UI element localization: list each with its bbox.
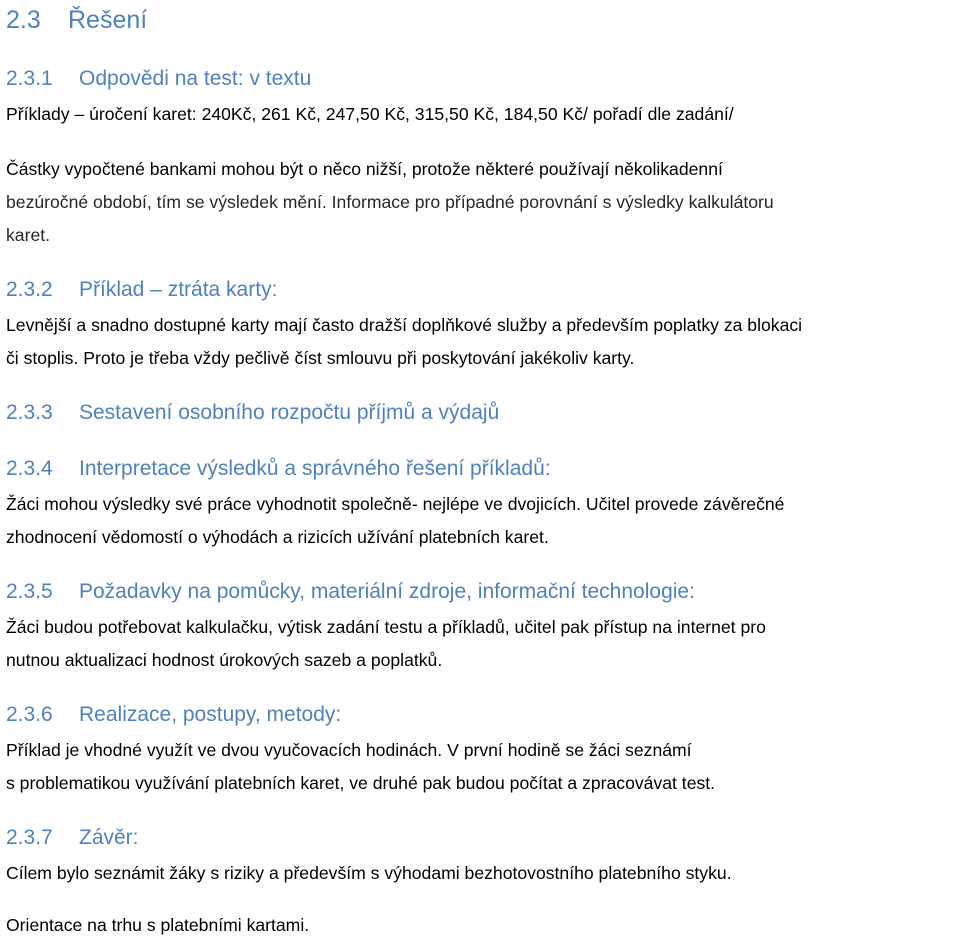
subsection-title: Požadavky na pomůcky, materiální zdroje, informační technologie: xyxy=(79,580,695,603)
paragraph-line: zhodnocení vědomostí o výhodách a rizicích užívání platebních karet. xyxy=(6,527,549,547)
subsection-heading-2-3-4 xyxy=(6,457,551,481)
paragraph-line: bezúročné období, tím se výsledek mění. Informace pro případné porovnání s výsledky kalkulátoru xyxy=(6,192,774,212)
paragraph-line: Příklady – úročení karet: 240Kč, 261 Kč, 247,50 Kč, 315,50 Kč, 184,50 Kč/ pořadí dle zadání/ xyxy=(6,104,734,124)
subsection-heading-2-3-6 xyxy=(6,703,341,727)
section-number: 2.3 xyxy=(6,6,41,34)
subsection-title: Sestavení osobního rozpočtu příjmů a výdajů xyxy=(79,401,500,424)
subsection-number: 2.3.1 xyxy=(6,67,53,90)
paragraph-line: či stoplis. Proto je třeba vždy pečlivě číst smlouvu při poskytování jakékoliv karty. xyxy=(6,348,635,368)
subsection-number: 2.3.5 xyxy=(6,580,53,603)
paragraph-line: karet. xyxy=(6,225,51,245)
subsection-title: Odpovědi na test: v textu xyxy=(79,67,312,90)
subsection-heading-2-3-5 xyxy=(6,580,695,604)
paragraph-line: Žáci mohou výsledky své práce vyhodnotit společně- nejlépe ve dvojicích. Učitel provede závěrečné xyxy=(6,494,785,514)
subsection-heading-2-3-7 xyxy=(6,826,139,850)
subsection-number: 2.3.7 xyxy=(6,826,53,849)
subsection-title: Závěr: xyxy=(79,826,139,849)
subsection-number: 2.3.6 xyxy=(6,703,53,726)
section-heading xyxy=(6,6,147,35)
subsection-heading-2-3-1 xyxy=(6,67,311,91)
paragraph-line: Cílem bylo seznámit žáky s riziky a především s výhodami bezhotovostního platebního styku. xyxy=(6,863,732,883)
paragraph-line: Žáci budou potřebovat kalkulačku, výtisk zadání testu a příkladů, učitel pak přístup na internet pro xyxy=(6,617,766,637)
paragraph-line: s problematikou využívání platebních karet, ve druhé pak budou počítat a zpracovávat test. xyxy=(6,773,716,793)
subsection-number: 2.3.2 xyxy=(6,278,53,301)
subsection-title: Realizace, postupy, metody: xyxy=(79,703,342,726)
subsection-title: Interpretace výsledků a správného řešení příkladů: xyxy=(79,457,551,480)
paragraph-line: Levnější a snadno dostupné karty mají často dražší doplňkové služby a především poplatky za blokaci xyxy=(6,315,803,335)
subsection-number: 2.3.4 xyxy=(6,457,53,480)
paragraph-line: Orientace na trhu s platebními kartami. xyxy=(6,915,310,935)
subsection-heading-2-3-3 xyxy=(6,401,499,425)
section-title: Řešení xyxy=(68,6,148,34)
subsection-heading-2-3-2 xyxy=(6,278,277,302)
subsection-title: Příklad – ztráta karty: xyxy=(79,278,278,301)
subsection-number: 2.3.3 xyxy=(6,401,53,424)
paragraph-line: Částky vypočtené bankami mohou být o něco nižší, protože některé používají několikadenní xyxy=(6,159,723,179)
paragraph-line: nutnou aktualizaci hodnost úrokových sazeb a poplatků. xyxy=(6,650,443,670)
paragraph-line: Příklad je vhodné využít ve dvou vyučovacích hodinách. V první hodině se žáci seznámí xyxy=(6,740,692,760)
